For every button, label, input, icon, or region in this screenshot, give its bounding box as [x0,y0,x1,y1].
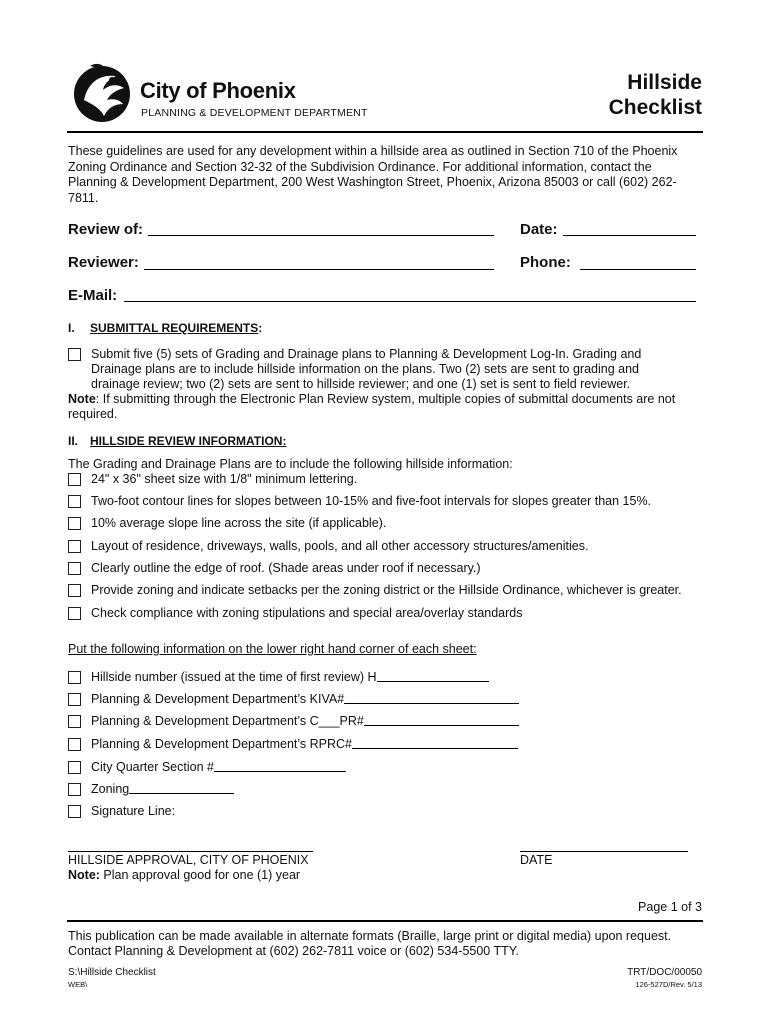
footer-divider [67,920,703,922]
section-1-number: I. [68,321,75,335]
quarter-section-blank[interactable] [214,760,346,772]
rprc-blank[interactable] [352,737,518,749]
checkbox[interactable] [68,495,81,508]
corner-item [68,782,234,797]
reviewer-label: Reviewer: [68,254,139,271]
checklist-item-text: Check compliance with zoning stipulations and special area/overlay standards [91,606,523,620]
corner-item-text: Signature Line: [91,804,176,818]
corner-item-text: Planning & Development Department’s KIVA# [91,692,345,706]
phoenix-logo [70,60,134,124]
corner-item [68,804,175,819]
note-text: : If submitting through the Electronic Plan Review system, multiple copies of submittal documents are not required. [68,392,676,421]
checkbox[interactable] [68,517,81,530]
checkbox[interactable] [68,584,81,597]
checkbox[interactable] [68,540,81,553]
checklist-item [68,516,386,531]
section-2-lead: The Grading and Drainage Plans are to include the following hillside information: [68,457,513,471]
submittal-item: Submit five (5) sets of Grading and Drainage plans to Planning & Development Log-In. Grading and Drainage plans are to include hillside information on the plans. Two (2) sets are sent to grading and drainage review; two (2) sets are sent to hillside reviewer; and one (1) set is sent to field reviewer. [91,347,642,391]
title-line-2: Checklist [608,96,702,119]
checkbox[interactable] [68,783,81,796]
section-1-heading [68,321,262,335]
submittal-checkbox[interactable] [68,348,81,361]
org-name: City of Phoenix [140,78,296,103]
phone-field[interactable] [580,269,696,270]
checkbox[interactable] [68,693,81,706]
section-1-colon: : [258,321,263,335]
approval-date-label: DATE [520,853,553,867]
reviewer-field[interactable] [144,269,494,270]
section-2-number: II. [68,434,79,448]
kiva-blank[interactable] [344,692,519,704]
checklist-item-text: 24" x 36" sheet size with 1/8" minimum lettering. [91,472,358,486]
intro-paragraph: These guidelines are used for any development within a hillside area as outlined in Section 710 of the Phoenix Zoning Ordinance and Section 32-32 of the Subdivision Ordinance. For additional information, contact the Planning & Development Department, 200 West Washington Street, Phoenix, Arizona 85003 or call (602) 262-7811. [68,144,678,205]
checklist-item-text: Provide zoning and indicate setbacks per the zoning district or the Hillside Ordinance, whichever is greater. [91,583,682,597]
approval-note-label: Note: [68,868,100,882]
footer-revision: 126-527D/Rev. 5/13 [635,980,702,989]
checklist-item [68,472,357,487]
approval-date-line[interactable] [520,851,688,852]
hillside-number-blank[interactable] [377,670,489,682]
checklist-item [68,561,481,576]
date-field[interactable] [563,235,696,236]
footer-doc-id: TRT/DOC/00050 [627,967,702,978]
review-of-field[interactable] [148,235,494,236]
section-2-title: HILLSIDE REVIEW INFORMATION: [90,434,287,448]
checklist-item [68,494,651,509]
checkbox[interactable] [68,473,81,486]
checklist-item-text: 10% average slope line across the site (if applicable). [91,516,387,530]
corner-item-text: Zoning [91,782,130,796]
accessibility-notice: This publication can be made available in alternate formats (Braille, large print or digital media) upon request. Contact Planning & Development at (602) 262-7811 voice or (602) 534-5500 TTY. [68,929,672,958]
checkbox[interactable] [68,738,81,751]
corner-item-text: Hillside number (issued at the time of first review) H [91,670,377,684]
cpr-blank[interactable] [364,714,519,726]
header-divider [67,131,703,133]
zoning-blank[interactable] [129,782,234,794]
note-label: Note [68,392,96,406]
approval-label: HILLSIDE APPROVAL, CITY OF PHOENIX [68,853,309,867]
title-line-1: Hillside [627,71,702,94]
submittal-note [68,392,698,422]
corner-item [68,692,519,707]
review-of-label: Review of: [68,221,144,238]
checkbox[interactable] [68,562,81,575]
checklist-item-text: Clearly outline the edge of roof. (Shade areas under roof if necessary.) [91,561,481,575]
approval-signature-line[interactable] [68,851,313,852]
corner-item-text: Planning & Development Department’s RPRC# [91,737,353,751]
approval-note-text: Plan approval good for one (1) year [99,868,301,882]
email-field[interactable] [124,301,696,302]
section-1-title: SUBMITTAL REQUIREMENTS [90,321,259,335]
page-number: Page 1 of 3 [638,900,702,914]
footer-path: S:\Hillside Checklist [68,967,156,978]
checkbox[interactable] [68,715,81,728]
date-label: Date: [520,221,558,238]
corner-info-lead: Put the following information on the lower right hand corner of each sheet: [68,642,477,656]
corner-item [68,670,489,685]
checkbox[interactable] [68,805,81,818]
page-title [609,70,702,120]
checklist-item [68,539,588,554]
dept-name: PLANNING & DEVELOPMENT DEPARTMENT [141,107,368,119]
checklist-item-text: Layout of residence, driveways, walls, pools, and all other accessory structures/amenities. [91,539,589,553]
corner-item [68,737,518,752]
section-2-heading [68,434,286,448]
checklist-item [68,583,682,598]
footer-web: WEB\ [68,980,88,989]
checkbox[interactable] [68,761,81,774]
email-label: E-Mail: [68,287,118,304]
corner-item-text: City Quarter Section # [91,760,214,774]
approval-note [68,868,300,883]
corner-item [68,760,346,775]
checklist-item-text: Two-foot contour lines for slopes between 10-15% and five-foot intervals for slopes greater than 15%. [91,494,652,508]
checklist-item [68,606,523,621]
corner-item-text: Planning & Development Department’s C___PR# [91,714,364,728]
checkbox[interactable] [68,671,81,684]
corner-item [68,714,519,729]
checkbox[interactable] [68,607,81,620]
phone-label: Phone: [520,254,571,271]
